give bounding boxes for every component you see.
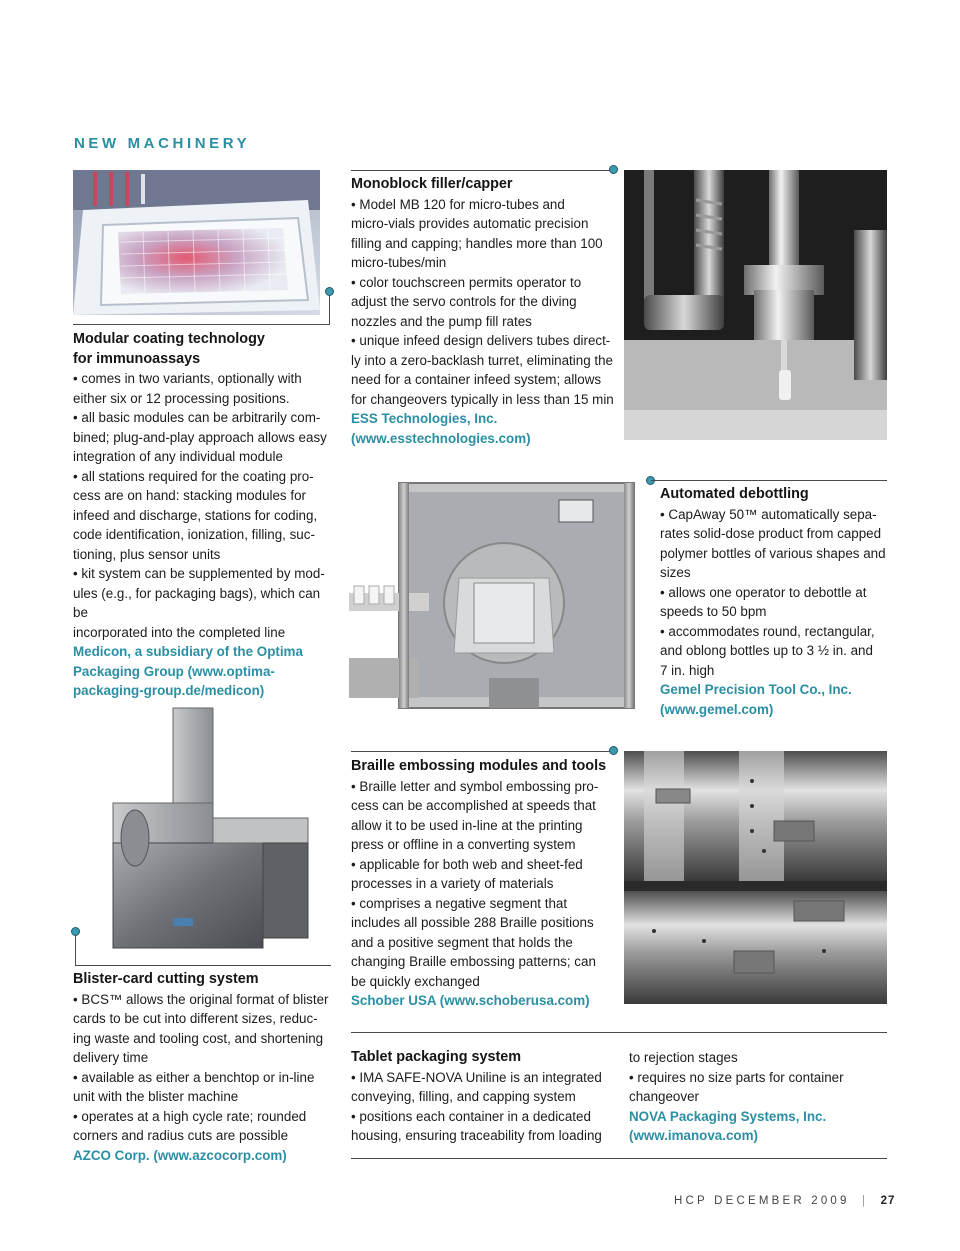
footer-separator: | — [862, 1195, 869, 1207]
article-line: be quickly exchanged — [351, 973, 480, 989]
article-line: ules (e.g., for packaging bags), which can be — [73, 585, 321, 620]
article-line: • requires no size parts for container — [629, 1069, 844, 1085]
coating-photo-rule-h — [73, 324, 330, 325]
debottling-rule-h — [651, 480, 887, 481]
article-line: delivery time — [73, 1050, 149, 1065]
braille-photo — [624, 751, 887, 1004]
article-line: housing, ensuring traceability from loading — [351, 1128, 602, 1143]
article-line: conveying, filling, and capping system — [351, 1089, 576, 1104]
article-title: Automated debottling — [660, 486, 809, 502]
article-title-line: for immunoassays — [73, 350, 201, 367]
article-monoblock — [351, 175, 616, 448]
debottling-photo — [349, 478, 636, 718]
company-link[interactable]: ESS Technologies, Inc. — [351, 411, 498, 426]
article-title-line: Modular coating technology — [73, 331, 265, 347]
article-line: incorporated into the completed line — [73, 624, 286, 640]
monoblock-rule-h — [351, 170, 613, 171]
article-line: cards to be cut into different sizes, reduc- — [73, 1011, 318, 1026]
article-line: ing waste and tooling cost, and shortening — [73, 1030, 324, 1046]
article-line: and oblong bottles up to 3 ½ in. and — [660, 643, 873, 658]
article-line: allow it to be used in-line at the printing — [351, 817, 583, 833]
article-line: • comes in two variants, optionally with — [73, 371, 302, 386]
article-line: includes all possible 288 Braille positions — [351, 915, 594, 930]
article-line: • comprises a negative segment that — [351, 895, 568, 911]
article-line: • kit system can be supplemented by mod- — [73, 566, 325, 581]
company-link[interactable]: (www.esstechnologies.com) — [351, 430, 531, 446]
blister-rule-v — [75, 935, 76, 965]
article-line: polymer bottles of various shapes and — [660, 545, 886, 561]
article-line: tioning, plus sensor units — [73, 546, 221, 562]
article-line: • positions each container in a dedicated — [351, 1108, 591, 1124]
article-line: speeds to 50 bpm — [660, 604, 767, 619]
article-title: Tablet packaging system — [351, 1049, 522, 1065]
article-title: Monoblock filler/capper — [351, 176, 513, 192]
company-link[interactable]: Packaging Group (www.optima- — [73, 663, 275, 679]
article-modular-coating — [73, 330, 338, 701]
company-link[interactable]: (www.gemel.com) — [660, 701, 774, 717]
article-line: micro-vials provides automatic precision — [351, 216, 589, 231]
article-line: corners and radius cuts are possible — [73, 1128, 289, 1143]
article-line: • accommodates round, rectangular, — [660, 623, 875, 639]
article-line: • color touchscreen permits operator to — [351, 274, 582, 290]
company-link[interactable]: NOVA Packaging Systems, Inc. — [629, 1108, 827, 1124]
tablet-rule-top — [351, 1032, 887, 1033]
article-line: integration of any individual module — [73, 449, 283, 464]
article-tablet-packaging-continued — [629, 1048, 887, 1146]
article-title: Blister-card cutting system — [73, 971, 259, 987]
article-line: need for a container infeed system; allows — [351, 372, 602, 387]
article-line: micro-tubes/min — [351, 255, 447, 270]
article-line: filling and capping; handles more than 100 — [351, 235, 603, 251]
article-line: • IMA SAFE-NOVA Uniline is an integrated — [351, 1069, 602, 1085]
article-line: • all stations required for the coating pro- — [73, 468, 314, 484]
article-line: either six or 12 processing positions. — [73, 390, 290, 406]
article-line: • available as either a benchtop or in-line — [73, 1069, 315, 1085]
article-line: • applicable for both web and sheet-fed — [351, 856, 583, 872]
company-link[interactable]: (www.imanova.com) — [629, 1128, 758, 1143]
article-title: Braille embossing modules and tools — [351, 758, 607, 774]
article-tablet-packaging — [351, 1048, 616, 1146]
article-automated-debottling — [660, 485, 890, 719]
article-line: • Model MB 120 for micro-tubes and — [351, 196, 565, 212]
article-line: for changeovers typically in less than 15 min — [351, 391, 614, 407]
section-label: NEW MACHINERY — [74, 135, 251, 152]
blister-photo — [73, 703, 328, 963]
article-line: bined; plug-and-play approach allows easy — [73, 429, 327, 445]
article-line: changing Braille embossing patterns; can — [351, 954, 596, 969]
article-line: • allows one operator to debottle at — [660, 584, 867, 600]
article-line: unit with the blister machine — [73, 1089, 239, 1104]
coating-photo — [73, 170, 320, 315]
article-line: ly into a zero-backlash turret, eliminating the — [351, 352, 613, 368]
coating-photo-rule-v — [329, 292, 330, 324]
company-link[interactable]: Schober USA (www.schoberusa.com) — [351, 993, 590, 1008]
article-line: • Braille letter and symbol embossing pro- — [351, 778, 599, 794]
article-line: • BCS™ allows the original format of blister — [73, 991, 329, 1007]
company-link[interactable]: packaging-group.de/medicon) — [73, 683, 265, 698]
article-line: sizes — [660, 565, 691, 580]
article-line: processes in a variety of materials — [351, 876, 554, 891]
article-blister-card-cutting — [73, 970, 338, 1165]
article-line: rates solid-dose product from capped — [660, 526, 882, 541]
article-line: to rejection stages — [629, 1050, 738, 1065]
company-link[interactable]: Medicon, a subsidiary of the Optima — [73, 644, 303, 659]
article-line: • unique infeed design delivers tubes direct- — [351, 333, 611, 348]
monoblock-connector-dot — [609, 165, 618, 174]
coating-connector-dot — [325, 287, 334, 296]
article-line: cess can be accomplished at speeds that — [351, 798, 596, 813]
braille-connector-dot — [609, 746, 618, 755]
page-footer — [674, 1195, 895, 1207]
article-line: press or offline in a converting system — [351, 837, 576, 852]
article-line: cess are on hand: stacking modules for — [73, 488, 306, 503]
article-line: 7 in. high — [660, 662, 715, 678]
braille-rule-h — [351, 751, 613, 752]
monoblock-photo — [624, 170, 887, 440]
article-line: infeed and discharge, stations for coding, — [73, 507, 318, 523]
page-number: 27 — [880, 1195, 896, 1207]
article-title — [73, 330, 338, 369]
tablet-rule-bottom — [351, 1158, 887, 1159]
article-line: code identification, ionization, filling, suc- — [73, 527, 315, 542]
article-line: • all basic modules can be arbitrarily com- — [73, 410, 321, 425]
article-line: and a positive segment that holds the — [351, 934, 573, 950]
article-line: changeover — [629, 1089, 699, 1104]
company-link[interactable]: Gemel Precision Tool Co., Inc. — [660, 682, 852, 697]
article-line: • operates at a high cycle rate; rounded — [73, 1108, 307, 1124]
article-line: • CapAway 50™ automatically sepa- — [660, 506, 877, 522]
footer-publication: HCP DECEMBER 2009 — [674, 1195, 850, 1207]
company-link[interactable]: AZCO Corp. (www.azcocorp.com) — [73, 1147, 287, 1163]
blister-rule-h — [75, 965, 331, 966]
article-line: nozzles and the pump fill rates — [351, 313, 532, 329]
article-braille-embossing — [351, 757, 616, 1011]
article-line: adjust the servo controls for the diving — [351, 294, 577, 309]
